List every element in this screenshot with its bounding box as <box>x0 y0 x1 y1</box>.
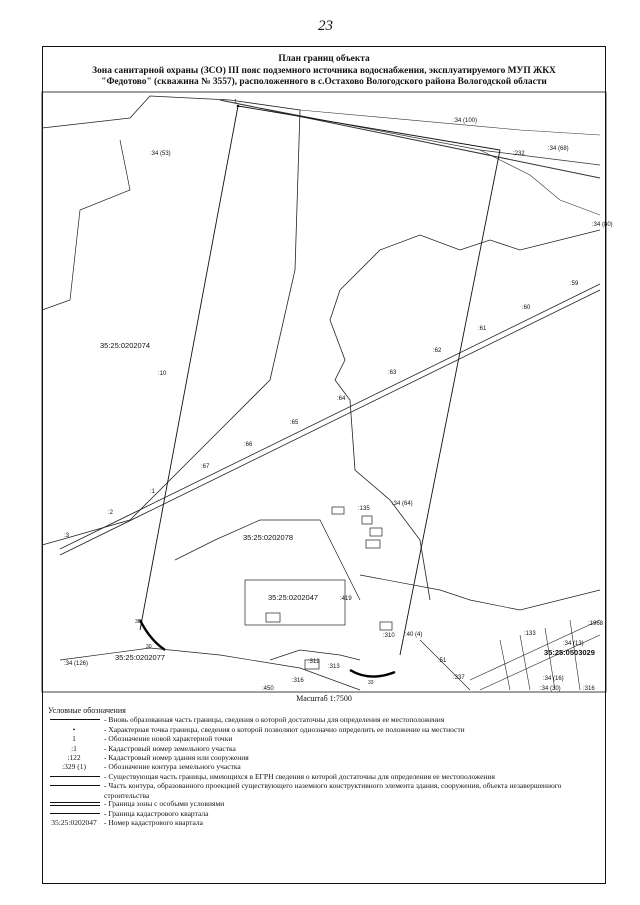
zone-boundary <box>140 106 238 630</box>
parcel-label: :316 <box>583 686 595 692</box>
parcel-label: :34 (13) <box>563 641 584 647</box>
parcel-label: :59 <box>570 281 579 287</box>
legend-text: - Кадастровый номер здания или сооружения <box>104 752 249 762</box>
legend-title: Условные обозначения <box>48 706 126 715</box>
legend-symbol <box>48 809 100 818</box>
legend-symbol <box>48 799 100 808</box>
parcel-label: :2 <box>108 510 114 516</box>
legend-item <box>48 715 600 724</box>
legend-text: - Вновь образованная часть границы, сведения о которой достаточны для определения ее местоположения <box>104 715 445 725</box>
legend-line-symbol <box>50 785 100 786</box>
road-double <box>60 290 600 555</box>
parcel-label: :34 (68) <box>548 146 569 152</box>
parcel-label: :65 <box>290 420 299 426</box>
legend-item <box>48 744 600 753</box>
legend-symbol: :1 <box>71 743 77 753</box>
legend-line-symbol <box>50 802 100 806</box>
buildings <box>266 507 392 669</box>
legend-item <box>48 781 600 799</box>
scale-label: Масштаб 1:7500 <box>296 694 352 703</box>
svg-text:38: 38 <box>135 619 141 625</box>
legend-symbol: 1 <box>72 734 76 744</box>
legend-text: - Обозначение контура земельного участка <box>104 762 241 772</box>
parcel-label: :60 <box>522 305 531 311</box>
legend-text: - Часть контура, образованного проекцией существующего наземного конструктивного элемента здания, сооружения, объекта незавершенного строительства <box>104 781 562 800</box>
parcel-boundary <box>245 580 345 625</box>
legend-item <box>48 809 600 818</box>
parcel-label: :310 <box>383 633 395 639</box>
road-line <box>300 110 600 135</box>
legend-text: - Номер кадастрового квартала <box>104 817 203 827</box>
parcel-label: :313 <box>328 664 340 670</box>
legend-text: - Существующая часть границы, имеющихся в ЕГРН сведения о которой достаточны для определения ее местоположения <box>104 771 495 781</box>
svg-text:30: 30 <box>146 644 152 650</box>
parcel-label: :34 (64) <box>392 501 413 507</box>
legend-symbol: 35:25:0202047 <box>51 817 97 827</box>
parcel-label: :232 <box>513 151 525 157</box>
legend-item <box>48 725 600 734</box>
legend-item <box>48 762 600 771</box>
road-double <box>60 284 600 549</box>
parcel-boundary <box>340 230 600 290</box>
parcel-boundary <box>175 520 360 600</box>
parcel-label: :40 (4) <box>405 632 423 638</box>
legend-text: - Граница зоны с особыми условиями <box>104 799 225 809</box>
title-line-1: План границ объекта <box>278 54 370 64</box>
page-number: 23 <box>318 18 333 34</box>
parcel-label: :34 (80) <box>592 222 613 228</box>
title-line-3: "Федотово" (скважина № 3557), расположенного в с.Остахово Вологодского района Вологодской области <box>101 77 547 87</box>
legend-text: - Обозначение новой характерной точки <box>104 734 233 744</box>
legend-item <box>48 734 600 743</box>
quarter-label: 35:25:0202077 <box>115 653 166 662</box>
zone-boundary <box>238 106 500 655</box>
legend-text: - Граница кадастрового квартала <box>104 808 209 818</box>
legend-item <box>48 753 600 762</box>
legend-symbol <box>48 781 100 790</box>
parcel-label: :62 <box>433 348 442 354</box>
zone-arc <box>350 670 395 677</box>
legend-symbol <box>48 715 100 724</box>
legend-symbol: :329 (1) <box>62 762 86 772</box>
parcel-label: :61 <box>478 326 487 332</box>
legend-symbol: :122 <box>67 752 81 762</box>
title-line-2: Зона санитарной охраны (ЗСО) III пояс подземного источника водоснабжения, эксплуатируемого МУП ЖКХ <box>92 65 556 76</box>
parcel-label: :66 <box>244 442 253 448</box>
legend-line-symbol <box>50 813 100 814</box>
parcel-label: :316 <box>292 678 304 684</box>
parcel-label: :63 <box>388 370 397 376</box>
svg-text:1: 1 <box>234 99 237 105</box>
legend-item <box>48 772 600 781</box>
quarter-label: 35:25:0503029 <box>544 648 595 657</box>
parcel-label: :51 <box>438 658 447 664</box>
parcel-label: :1968 <box>588 621 604 627</box>
legend-line-symbol <box>50 776 100 777</box>
parcel-label: :3 <box>64 533 70 539</box>
parcel-label: :34 (16) <box>543 676 564 682</box>
parcel-label: :10 <box>158 371 167 377</box>
parcel-label: :34 (53) <box>150 151 171 157</box>
parcel-label: :312 <box>308 659 320 665</box>
railway-line <box>260 108 600 165</box>
quarter-label: 35:25:0202074 <box>100 341 151 350</box>
railway-line <box>220 100 600 178</box>
parcel-label: :34 (30) <box>540 686 561 692</box>
parcel-label: :133 <box>524 631 536 637</box>
zone-arc <box>140 620 165 650</box>
parcel-label: :64 <box>337 396 346 402</box>
legend-text: - Кадастровый номер земельного участка <box>104 743 236 753</box>
legend-item <box>48 818 600 827</box>
parcel-label: :135 <box>358 506 370 512</box>
legend-text: - Характерная точка границы, сведения о которой позволяют однозначно определить ее положение на местности <box>104 724 465 734</box>
parcel-boundary <box>360 575 600 610</box>
parcel-boundary <box>42 140 130 310</box>
legend <box>48 706 600 827</box>
quarter-label: 35:25:0202078 <box>243 533 294 542</box>
parcel-label: :67 <box>201 464 210 470</box>
legend-symbol <box>48 772 100 781</box>
parcel-label: :34 (100) <box>453 118 478 124</box>
legend-symbol: • <box>72 724 76 734</box>
parcel-label: :34 (126) <box>64 661 89 667</box>
parcel-boundary <box>42 96 300 545</box>
parcel-label: :337 <box>453 675 465 681</box>
parcel-label: :1 <box>150 489 156 495</box>
parcel-boundary <box>330 290 430 600</box>
legend-item <box>48 799 600 808</box>
parcel-label: :450 <box>262 686 274 692</box>
svg-text:33: 33 <box>368 680 374 686</box>
quarter-label: 35:25:0202047 <box>268 593 319 602</box>
legend-line-symbol <box>50 719 100 720</box>
parcel-label: :419 <box>340 596 352 602</box>
